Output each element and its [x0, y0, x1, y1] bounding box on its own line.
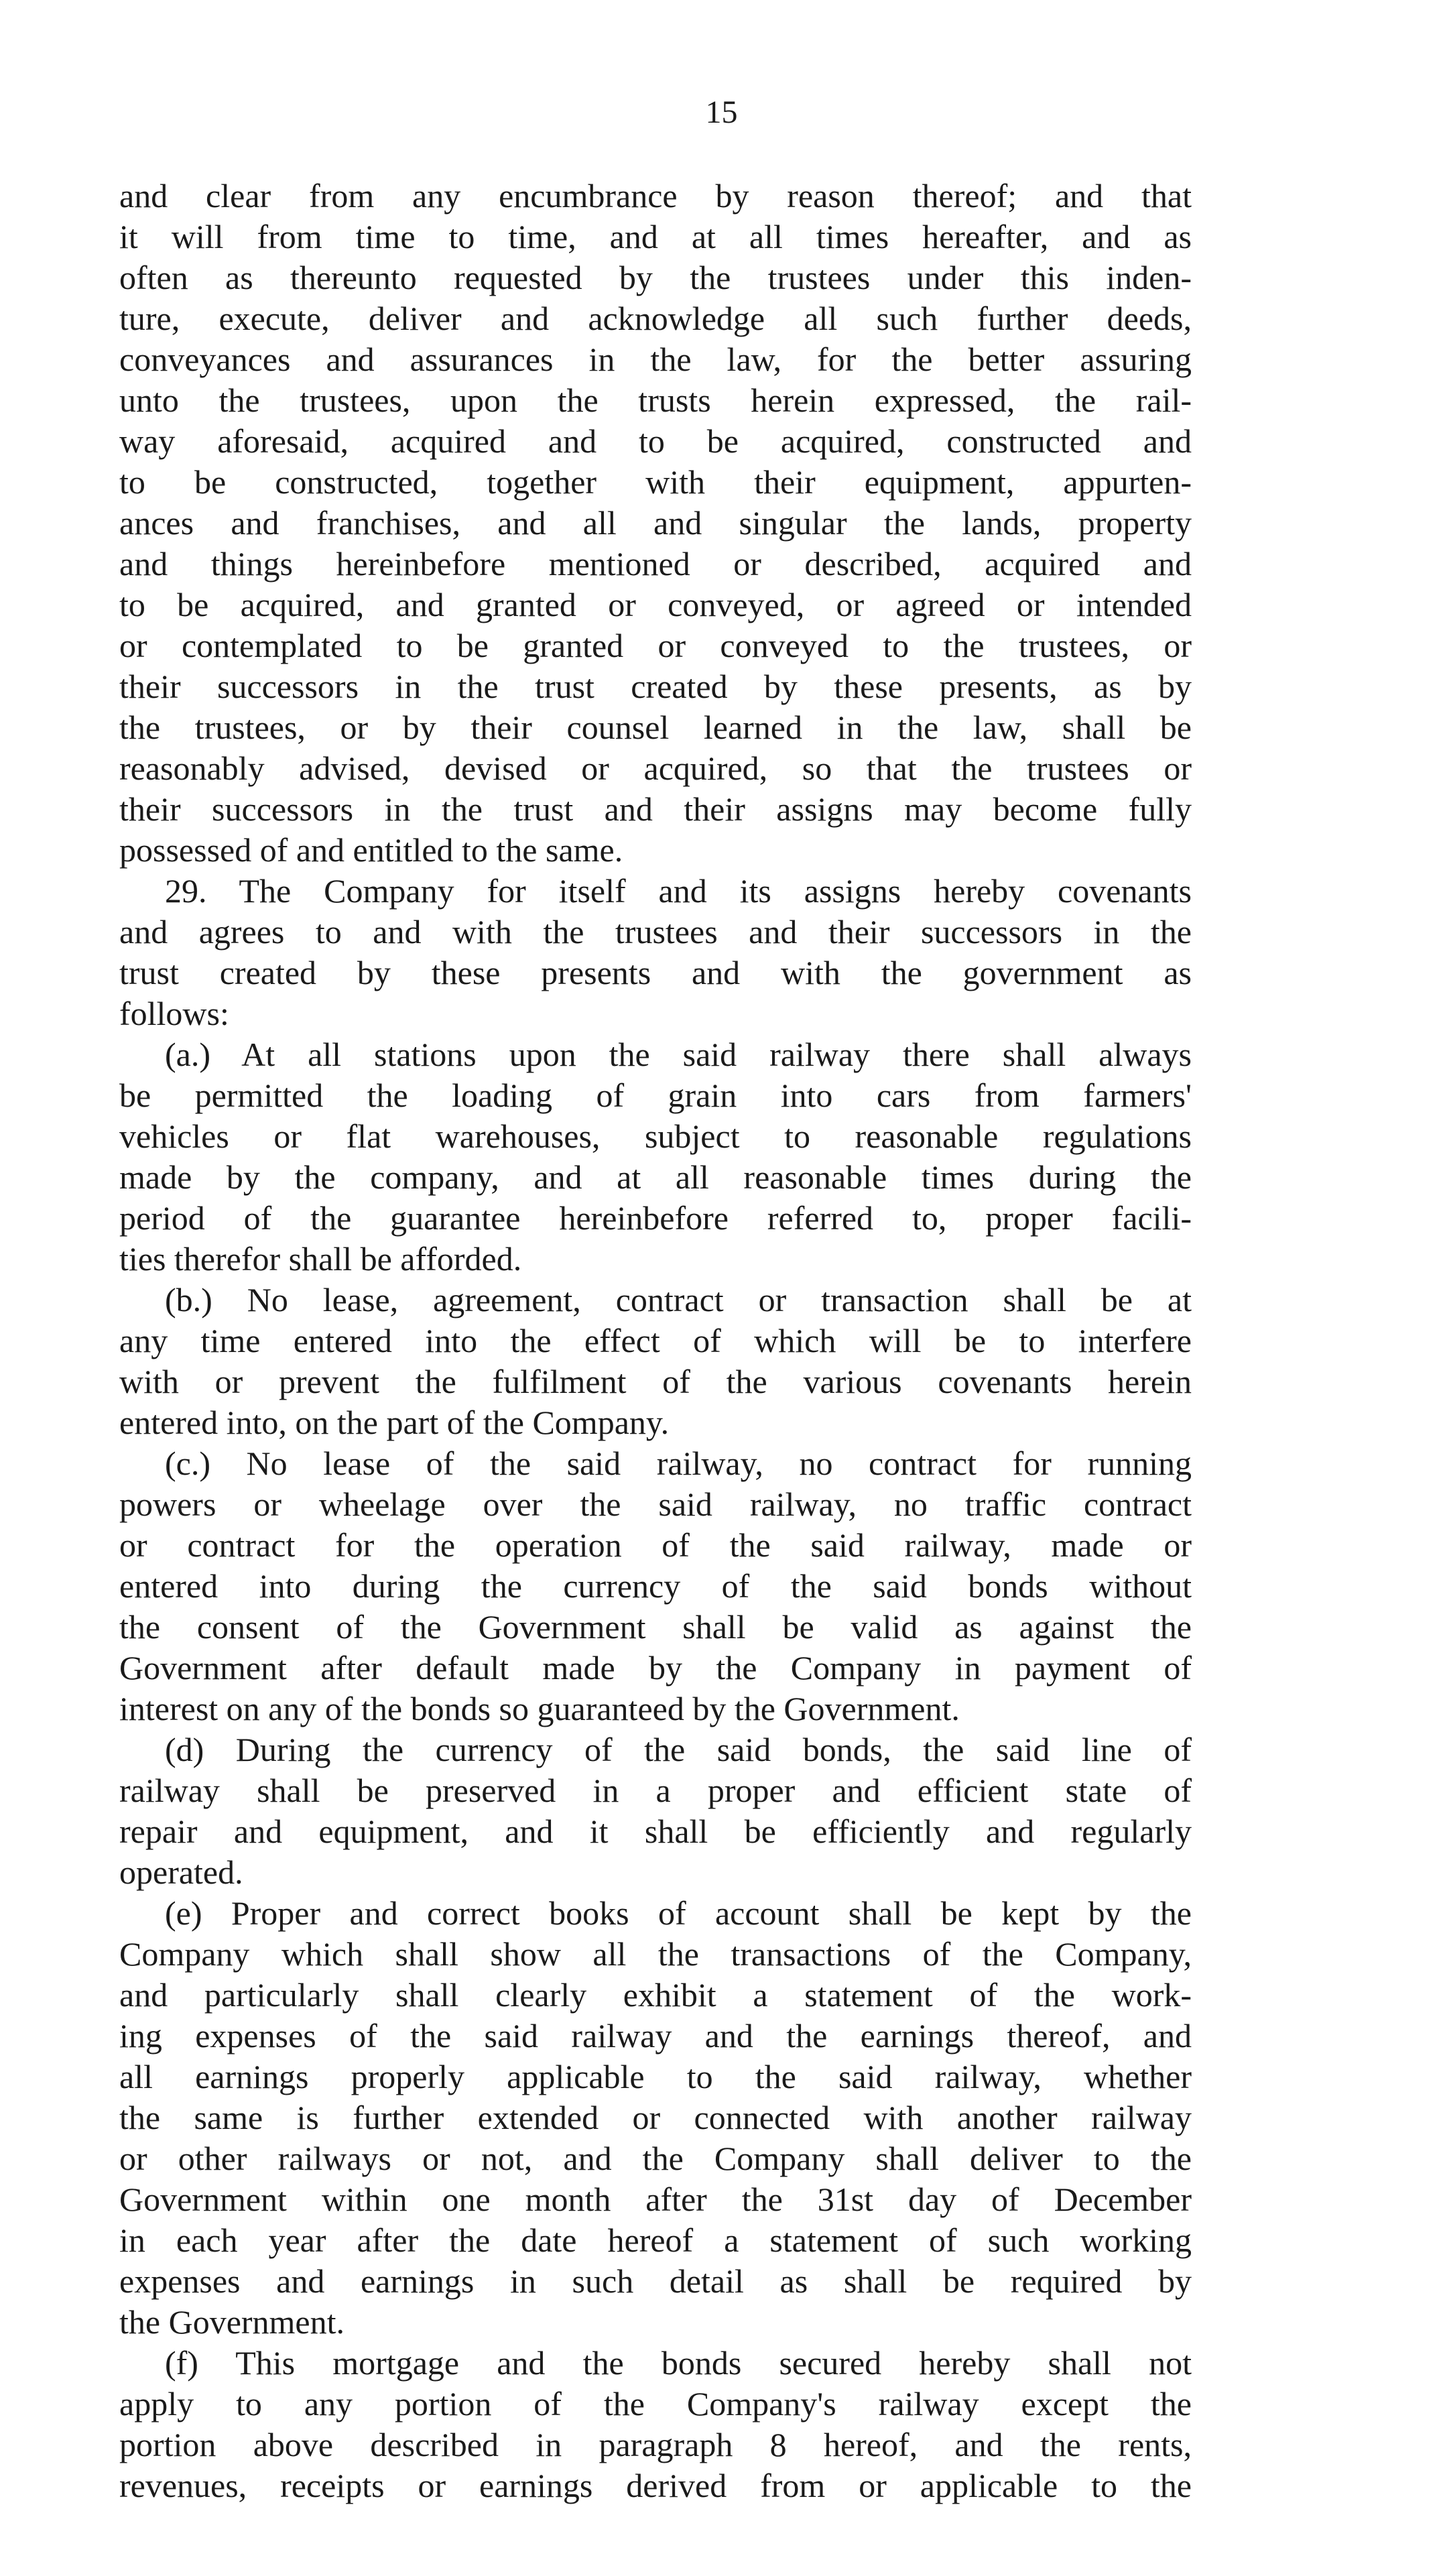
text-line: repair and equipment, and it shall be efficiently and regularly [119, 1813, 1192, 1850]
text-line: operated. [119, 1853, 243, 1891]
text-line: (b.) No lease, agreement, contract or transaction shall be at [165, 1281, 1192, 1318]
text-line: follows: [119, 995, 229, 1032]
body-text [119, 176, 1192, 2506]
text-line: railway shall be preserved in a proper and efficient state of [119, 1772, 1192, 1809]
text-line: ture, execute, deliver and acknowledge all such further deeds, [119, 300, 1192, 337]
text-line: or contemplated to be granted or conveyed to the trustees, or [119, 627, 1192, 664]
text-line: and things hereinbefore mentioned or described, acquired and [119, 545, 1192, 582]
text-line: conveyances and assurances in the law, for the better assuring [119, 341, 1192, 378]
text-line: 29. The Company for itself and its assigns hereby covenants [165, 872, 1192, 910]
text-line: entered into, on the part of the Company. [119, 1404, 670, 1441]
text-line: portion above described in paragraph 8 hereof, and the rents, [119, 2426, 1192, 2463]
text-line: expenses and earnings in such detail as shall be required by [119, 2262, 1192, 2300]
text-line: their successors in the trust and their assigns may become fully [119, 790, 1192, 828]
text-line: interest on any of the bonds so guaranteed by the Government. [119, 1690, 960, 1727]
text-line: ances and franchises, and all and singular the lands, property [119, 504, 1192, 542]
text-line: vehicles or flat warehouses, subject to reasonable regulations [119, 1117, 1192, 1155]
text-line: ties therefor shall be afforded. [119, 1240, 522, 1278]
text-line: with or prevent the fulfilment of the various covenants herein [119, 1363, 1192, 1400]
text-line: any time entered into the effect of which will be to interfere [119, 1322, 1192, 1359]
text-line: be permitted the loading of grain into cars from farmers' [119, 1077, 1192, 1114]
text-line: the consent of the Government shall be valid as against the [119, 1608, 1192, 1646]
text-line: way aforesaid, acquired and to be acquired, constructed and [119, 422, 1192, 460]
text-line: to be acquired, and granted or conveyed, or agreed or intended [119, 586, 1192, 623]
text-line: (e) Proper and correct books of account shall be kept by the [165, 1894, 1192, 1932]
text-line: or contract for the operation of the said railway, made or [119, 1526, 1192, 1564]
text-line: their successors in the trust created by these presents, as by [119, 668, 1192, 705]
text-line: powers or wheelage over the said railway, no traffic contract [119, 1485, 1192, 1523]
text-line: (d) During the currency of the said bonds, the said line of [165, 1731, 1192, 1768]
text-line: the trustees, or by their counsel learned in the law, shall be [119, 709, 1192, 746]
text-line: the Government. [119, 2303, 345, 2341]
text-line: Government after default made by the Company in payment of [119, 1649, 1192, 1686]
text-line: made by the company, and at all reasonable times during the [119, 1158, 1192, 1196]
text-line: apply to any portion of the Company's railway except the [119, 2385, 1192, 2422]
text-line: trust created by these presents and with the government as [119, 954, 1192, 991]
text-line: it will from time to time, and at all times hereafter, and as [119, 218, 1192, 255]
text-line: entered into during the currency of the said bonds without [119, 1567, 1192, 1605]
text-line: (a.) At all stations upon the said railway there shall always [165, 1036, 1192, 1073]
page-number: 15 [705, 95, 738, 130]
text-line: (c.) No lease of the said railway, no contract for running [165, 1445, 1192, 1482]
text-line: period of the guarantee hereinbefore referred to, proper facili- [119, 1199, 1192, 1237]
text-line: (f) This mortgage and the bonds secured hereby shall not [165, 2344, 1192, 2382]
text-line: reasonably advised, devised or acquired, so that the trustees or [119, 749, 1192, 787]
text-line: and particularly shall clearly exhibit a statement of the work- [119, 1976, 1192, 2014]
text-line: and agrees to and with the trustees and their successors in the [119, 913, 1192, 950]
text-line: the same is further extended or connected with another railway [119, 2099, 1192, 2136]
text-line: unto the trustees, upon the trusts herein expressed, the rail- [119, 381, 1192, 419]
text-line: revenues, receipts or earnings derived from or applicable to the [119, 2467, 1192, 2504]
text-line: or other railways or not, and the Company shall deliver to the [119, 2140, 1192, 2177]
text-line: to be constructed, together with their equipment, appurten- [119, 463, 1192, 501]
text-line: Government within one month after the 31st day of December [119, 2181, 1192, 2218]
text-line: Company which shall show all the transactions of the Company, [119, 1935, 1192, 1973]
text-line: often as thereunto requested by the trustees under this inden- [119, 259, 1192, 296]
text-line: possessed of and entitled to the same. [119, 831, 623, 869]
text-line: all earnings properly applicable to the said railway, whether [119, 2058, 1192, 2095]
text-line: in each year after the date hereof a statement of such working [119, 2221, 1192, 2259]
text-line: ing expenses of the said railway and the earnings thereof, and [119, 2017, 1192, 2054]
text-line: and clear from any encumbrance by reason thereof; and that [119, 177, 1192, 214]
